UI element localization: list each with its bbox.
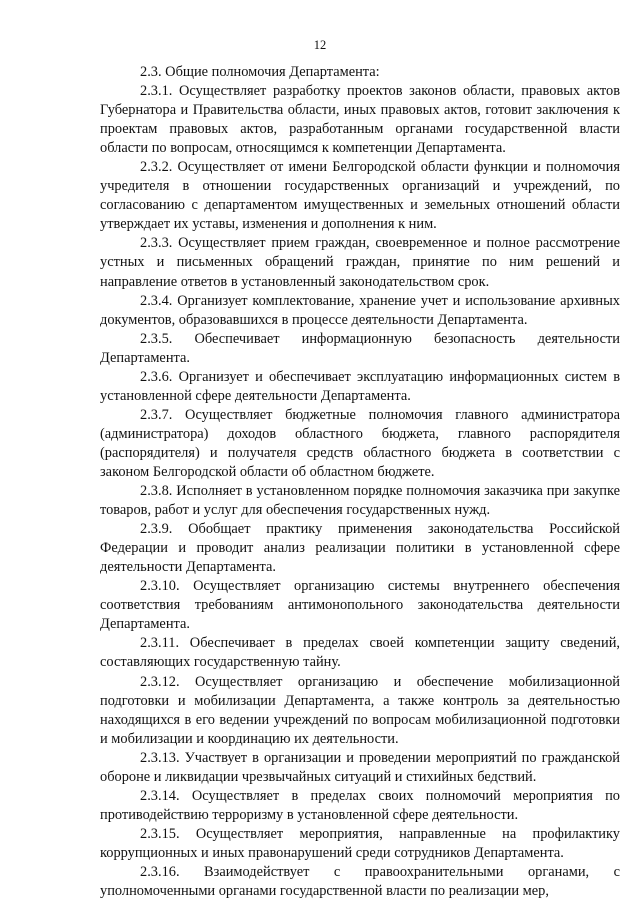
- paragraph-2-3-9: 2.3.9. Обобщает практику применения законодательства Российской Федерации и проводит анализ реализации политики в установленной сфере деятельности Департамента.: [100, 521, 620, 576]
- paragraph-2-3-10: 2.3.10. Осуществляет организацию системы внутреннего обеспечения соответствия требованиям антимонопольного законодательства деятельности Департамента.: [100, 578, 620, 633]
- paragraph-2-3-1: 2.3.1. Осуществляет разработку проектов законов области, правовых актов Губернатора и Правительства области, иных правовых актов, готовит заключения к проектам правовых актов, разработанным органами государственной власти области по вопросам, относящимся к компетенции Департамента.: [100, 83, 620, 157]
- paragraph-2-3-13: 2.3.13. Участвует в организации и проведении мероприятий по гражданской обороне и ликвидации чрезвычайных ситуаций и стихийных бедствий.: [100, 749, 620, 785]
- document-body: [100, 63, 620, 901]
- section-heading: 2.3. Общие полномочия Департамента:: [140, 64, 380, 80]
- paragraph-2-3-11: 2.3.11. Обеспечивает в пределах своей компетенции защиту сведений, составляющих государственную тайну.: [100, 635, 620, 671]
- paragraph-2-3-14: 2.3.14. Осуществляет в пределах своих полномочий мероприятия по противодействию терроризму в установленной сфере деятельности.: [100, 787, 620, 823]
- paragraph-2-3-4: 2.3.4. Организует комплектование, хранение учет и использование архивных документов, образовавшихся в процессе деятельности Департамента.: [100, 292, 620, 328]
- paragraph-2-3-3: 2.3.3. Осуществляет прием граждан, своевременное и полное рассмотрение устных и письменных обращений граждан, принятие по ним решений и направление ответов в установленный законодательством срок.: [100, 235, 620, 290]
- paragraph-2-3-6: 2.3.6. Организует и обеспечивает эксплуатацию информационных систем в установленной сфере деятельности Департамента.: [100, 368, 620, 404]
- paragraph-2-3-5: 2.3.5. Обеспечивает информационную безопасность деятельности Департамента.: [100, 330, 620, 366]
- paragraph-2-3-2: 2.3.2. Осуществляет от имени Белгородской области функции и полномочия учредителя в отношении государственных организаций и учреждений, по согласованию с департаментом имущественных и земельных отношений области утверждает их уставы, изменения и дополнения к ним.: [100, 159, 620, 233]
- paragraph-2-3-8: 2.3.8. Исполняет в установленном порядке полномочия заказчика при закупке товаров, работ и услуг для обеспечения государственных нужд.: [100, 483, 620, 519]
- page-number: 12: [313, 38, 327, 52]
- paragraph-2-3-15: 2.3.15. Осуществляет мероприятия, направленные на профилактику коррупционных и иных правонарушений среди сотрудников Департамента.: [100, 825, 620, 861]
- paragraph-2-3-12: 2.3.12. Осуществляет организацию и обеспечение мобилизационной подготовки и мобилизации Департамента, а также контроль за деятельностью находящихся в его ведении учреждений по вопросам мобилизационной подготовки и мобилизации и координацию их деятельности.: [100, 673, 620, 747]
- paragraph-2-3-7: 2.3.7. Осуществляет бюджетные полномочия главного администратора (администратора) доходов областного бюджета, главного распорядителя (распорядителя) и получателя средств областного бюджета в соответствии с законом Белгородской области об областном бюджете.: [100, 406, 620, 480]
- paragraph-2-3-16: 2.3.16. Взаимодействует с правоохранительными органами, с уполномоченными органами государственной власти по реализации мер,: [100, 863, 620, 900]
